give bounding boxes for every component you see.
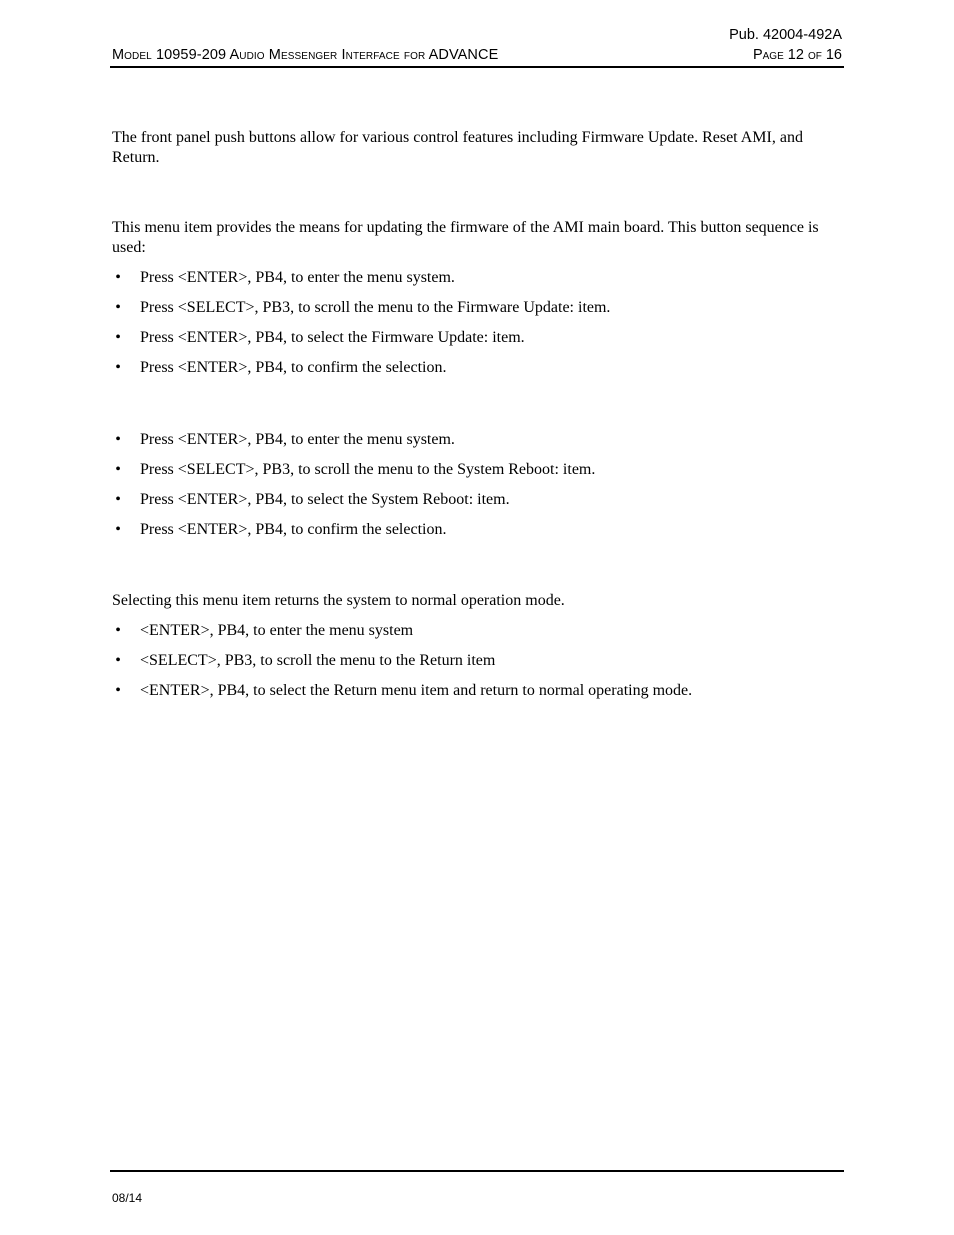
list-item: • Press <ENTER>, PB4, to confirm the selection. (112, 520, 832, 540)
bullet-icon: • (115, 269, 121, 286)
bullet-icon: • (115, 359, 121, 376)
firmware-description: This menu item provides the means for updating the firmware of the AMI main board. This button sequence is used: (112, 219, 819, 256)
page-number: Page 12 of 16 (752, 47, 842, 63)
list-item: • <ENTER>, PB4, to select the Return menu item and return to normal operating mode. (112, 681, 832, 701)
publication-number: Pub. 42004-492A (729, 27, 842, 43)
list-item: • Press <SELECT>, PB3, to scroll the menu to the Firmware Update: item. (112, 298, 832, 318)
reboot-steps-list (112, 430, 832, 550)
footer-date: 08/14 (112, 1191, 143, 1205)
bullet-icon: • (115, 491, 121, 508)
return-steps-list (112, 621, 832, 711)
list-item: • Press <ENTER>, PB4, to confirm the selection. (112, 358, 832, 378)
list-item: • Press <ENTER>, PB4, to select the System Reboot: item. (112, 490, 832, 510)
bullet-icon: • (115, 299, 121, 316)
list-item: • Press <ENTER>, PB4, to select the Firmware Update: item. (112, 328, 832, 348)
firmware-steps-list (112, 268, 832, 388)
bullet-icon: • (115, 622, 121, 639)
list-item: • Press <ENTER>, PB4, to enter the menu system. (112, 430, 832, 450)
list-item: • Press <ENTER>, PB4, to enter the menu system. (112, 268, 832, 288)
bullet-icon: • (115, 461, 121, 478)
bullet-icon: • (115, 329, 121, 346)
intro-paragraph: The front panel push buttons allow for various control features including Firmware Update. Reset AMI, and Return. (112, 129, 803, 166)
document-title: Model 10959-209 Audio Messenger Interface for ADVANCE (112, 47, 499, 63)
list-item: • <ENTER>, PB4, to enter the menu system (112, 621, 832, 641)
bullet-icon: • (115, 521, 121, 538)
bullet-icon: • (115, 431, 121, 448)
header-rule (110, 66, 844, 68)
bullet-icon: • (115, 682, 121, 699)
list-item: • Press <SELECT>, PB3, to scroll the menu to the System Reboot: item. (112, 460, 832, 480)
footer-rule (110, 1170, 844, 1172)
return-description: Selecting this menu item returns the system to normal operation mode. (112, 592, 565, 609)
bullet-icon: • (115, 652, 121, 669)
list-item: • <SELECT>, PB3, to scroll the menu to the Return item (112, 651, 832, 671)
